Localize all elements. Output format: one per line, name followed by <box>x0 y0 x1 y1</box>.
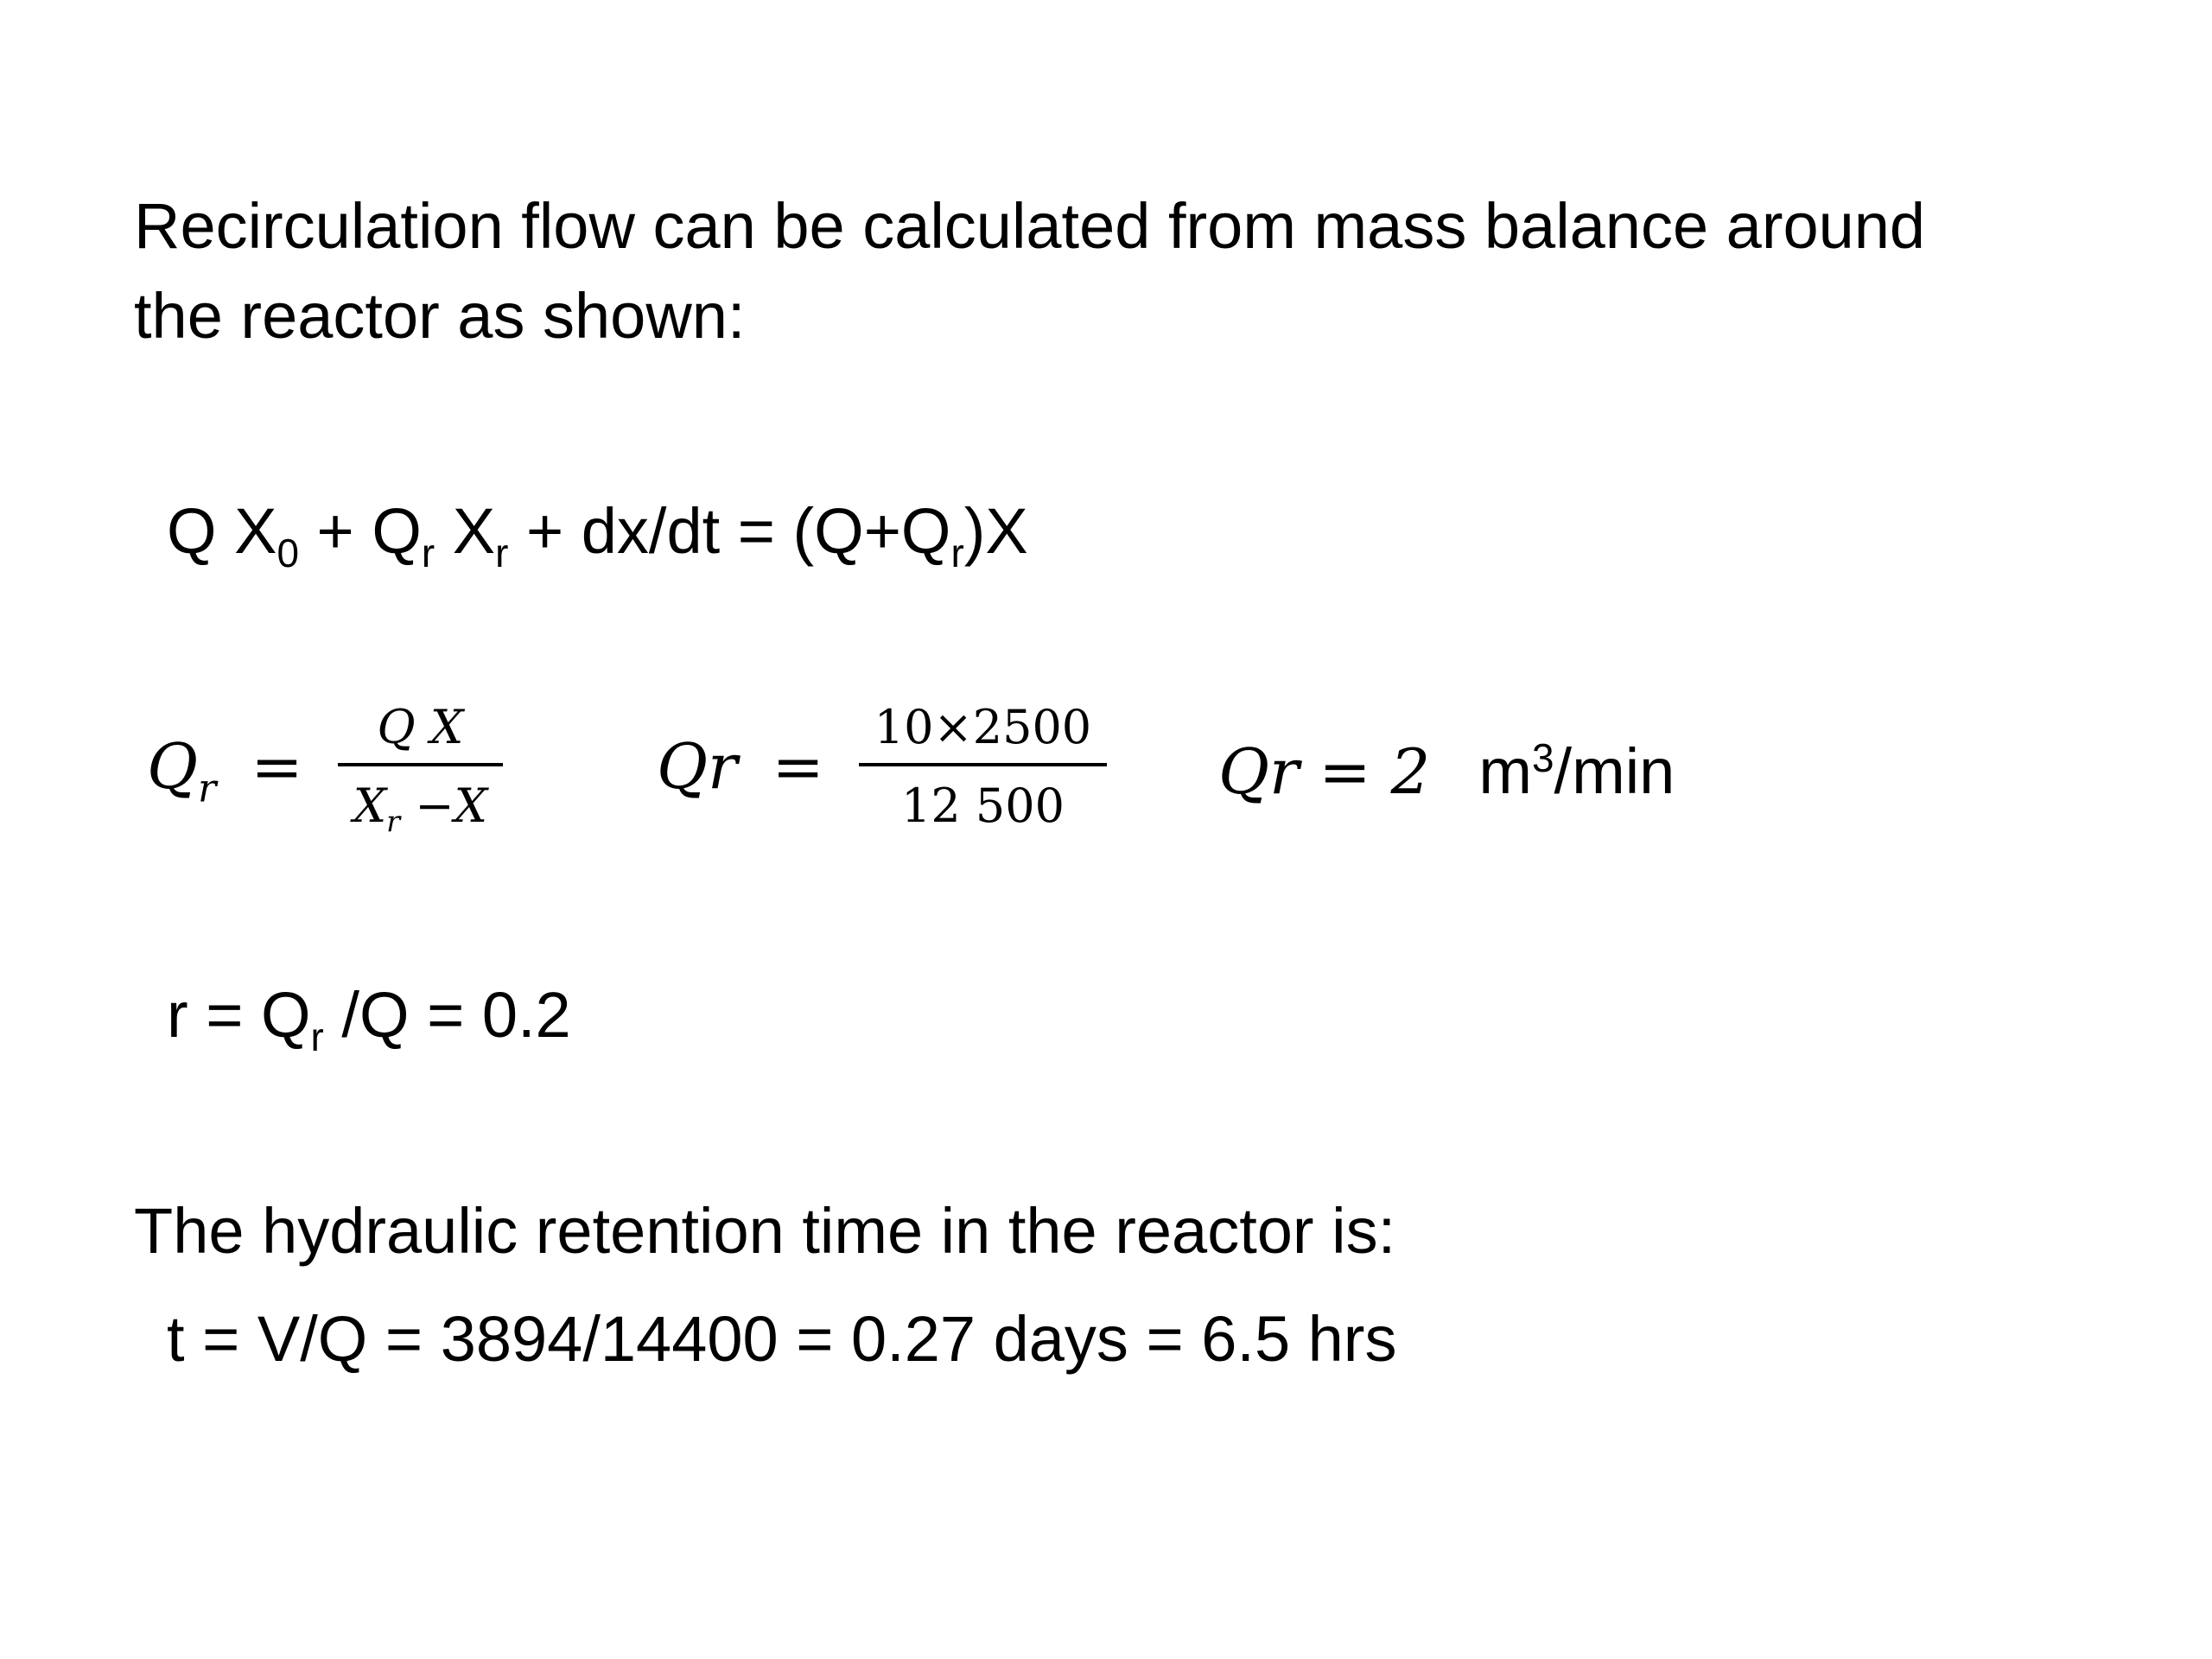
formula-den-subscript: r <box>386 804 401 839</box>
mass-balance-equation <box>167 493 1028 576</box>
mass-balance-term: + dx/dt = (Q+Q <box>508 495 951 567</box>
formula-den-rest: −X <box>400 779 488 833</box>
hrt-heading: The hydraulic retention time in the reactor is: <box>134 1195 1396 1267</box>
formula-den-var: X <box>353 779 387 833</box>
intro-line-2: the reactor as shown: <box>134 280 746 352</box>
formula-lhs-subscript: r <box>198 766 217 811</box>
formula-lhs-var: Q <box>147 730 199 803</box>
formula-numerator: Q X <box>377 700 464 754</box>
mass-balance-subscript: r <box>950 531 964 576</box>
mass-balance-subscript: 0 <box>276 531 299 576</box>
substitution-numerator: 10×2500 <box>874 700 1092 754</box>
result-unit-base: m <box>1478 735 1533 807</box>
mass-balance-term: + Q <box>299 495 422 567</box>
substitution-fraction <box>859 700 1107 833</box>
result-expression: Qr = 2 <box>1218 734 1431 808</box>
result-unit <box>1478 734 1675 808</box>
mass-balance-subscript: r <box>421 531 435 576</box>
formula-fraction <box>338 700 503 839</box>
substitution-denominator: 12 500 <box>901 779 1065 833</box>
result-unit-superscript: 3 <box>1532 734 1554 780</box>
substitution-formula <box>657 700 1107 833</box>
substitution-equals: = <box>772 730 824 803</box>
result-unit-rest: /min <box>1554 735 1675 807</box>
mass-balance-term: Q X <box>167 495 277 567</box>
recirculation-formula <box>147 700 503 839</box>
mass-balance-term: )X <box>963 495 1028 567</box>
ratio-term: r = Q <box>167 979 311 1051</box>
recirculation-ratio <box>167 976 571 1060</box>
formula-denominator <box>338 766 503 839</box>
ratio-term: /Q = 0.2 <box>323 979 571 1051</box>
result-formula <box>1218 734 1675 808</box>
formula-equals: = <box>251 730 303 803</box>
substitution-lhs: Qr <box>657 730 738 803</box>
mass-balance-subscript: r <box>495 531 509 576</box>
hrt-calculation: t = V/Q = 3894/14400 = 0.27 days = 6.5 hrs <box>167 1303 1397 1375</box>
ratio-subscript: r <box>310 1014 324 1060</box>
formula-lhs <box>147 730 217 811</box>
intro-line-1: Recirculation flow can be calculated from mass balance around <box>134 190 1926 262</box>
intro-paragraph <box>134 181 2121 361</box>
mass-balance-term: X <box>435 495 496 567</box>
